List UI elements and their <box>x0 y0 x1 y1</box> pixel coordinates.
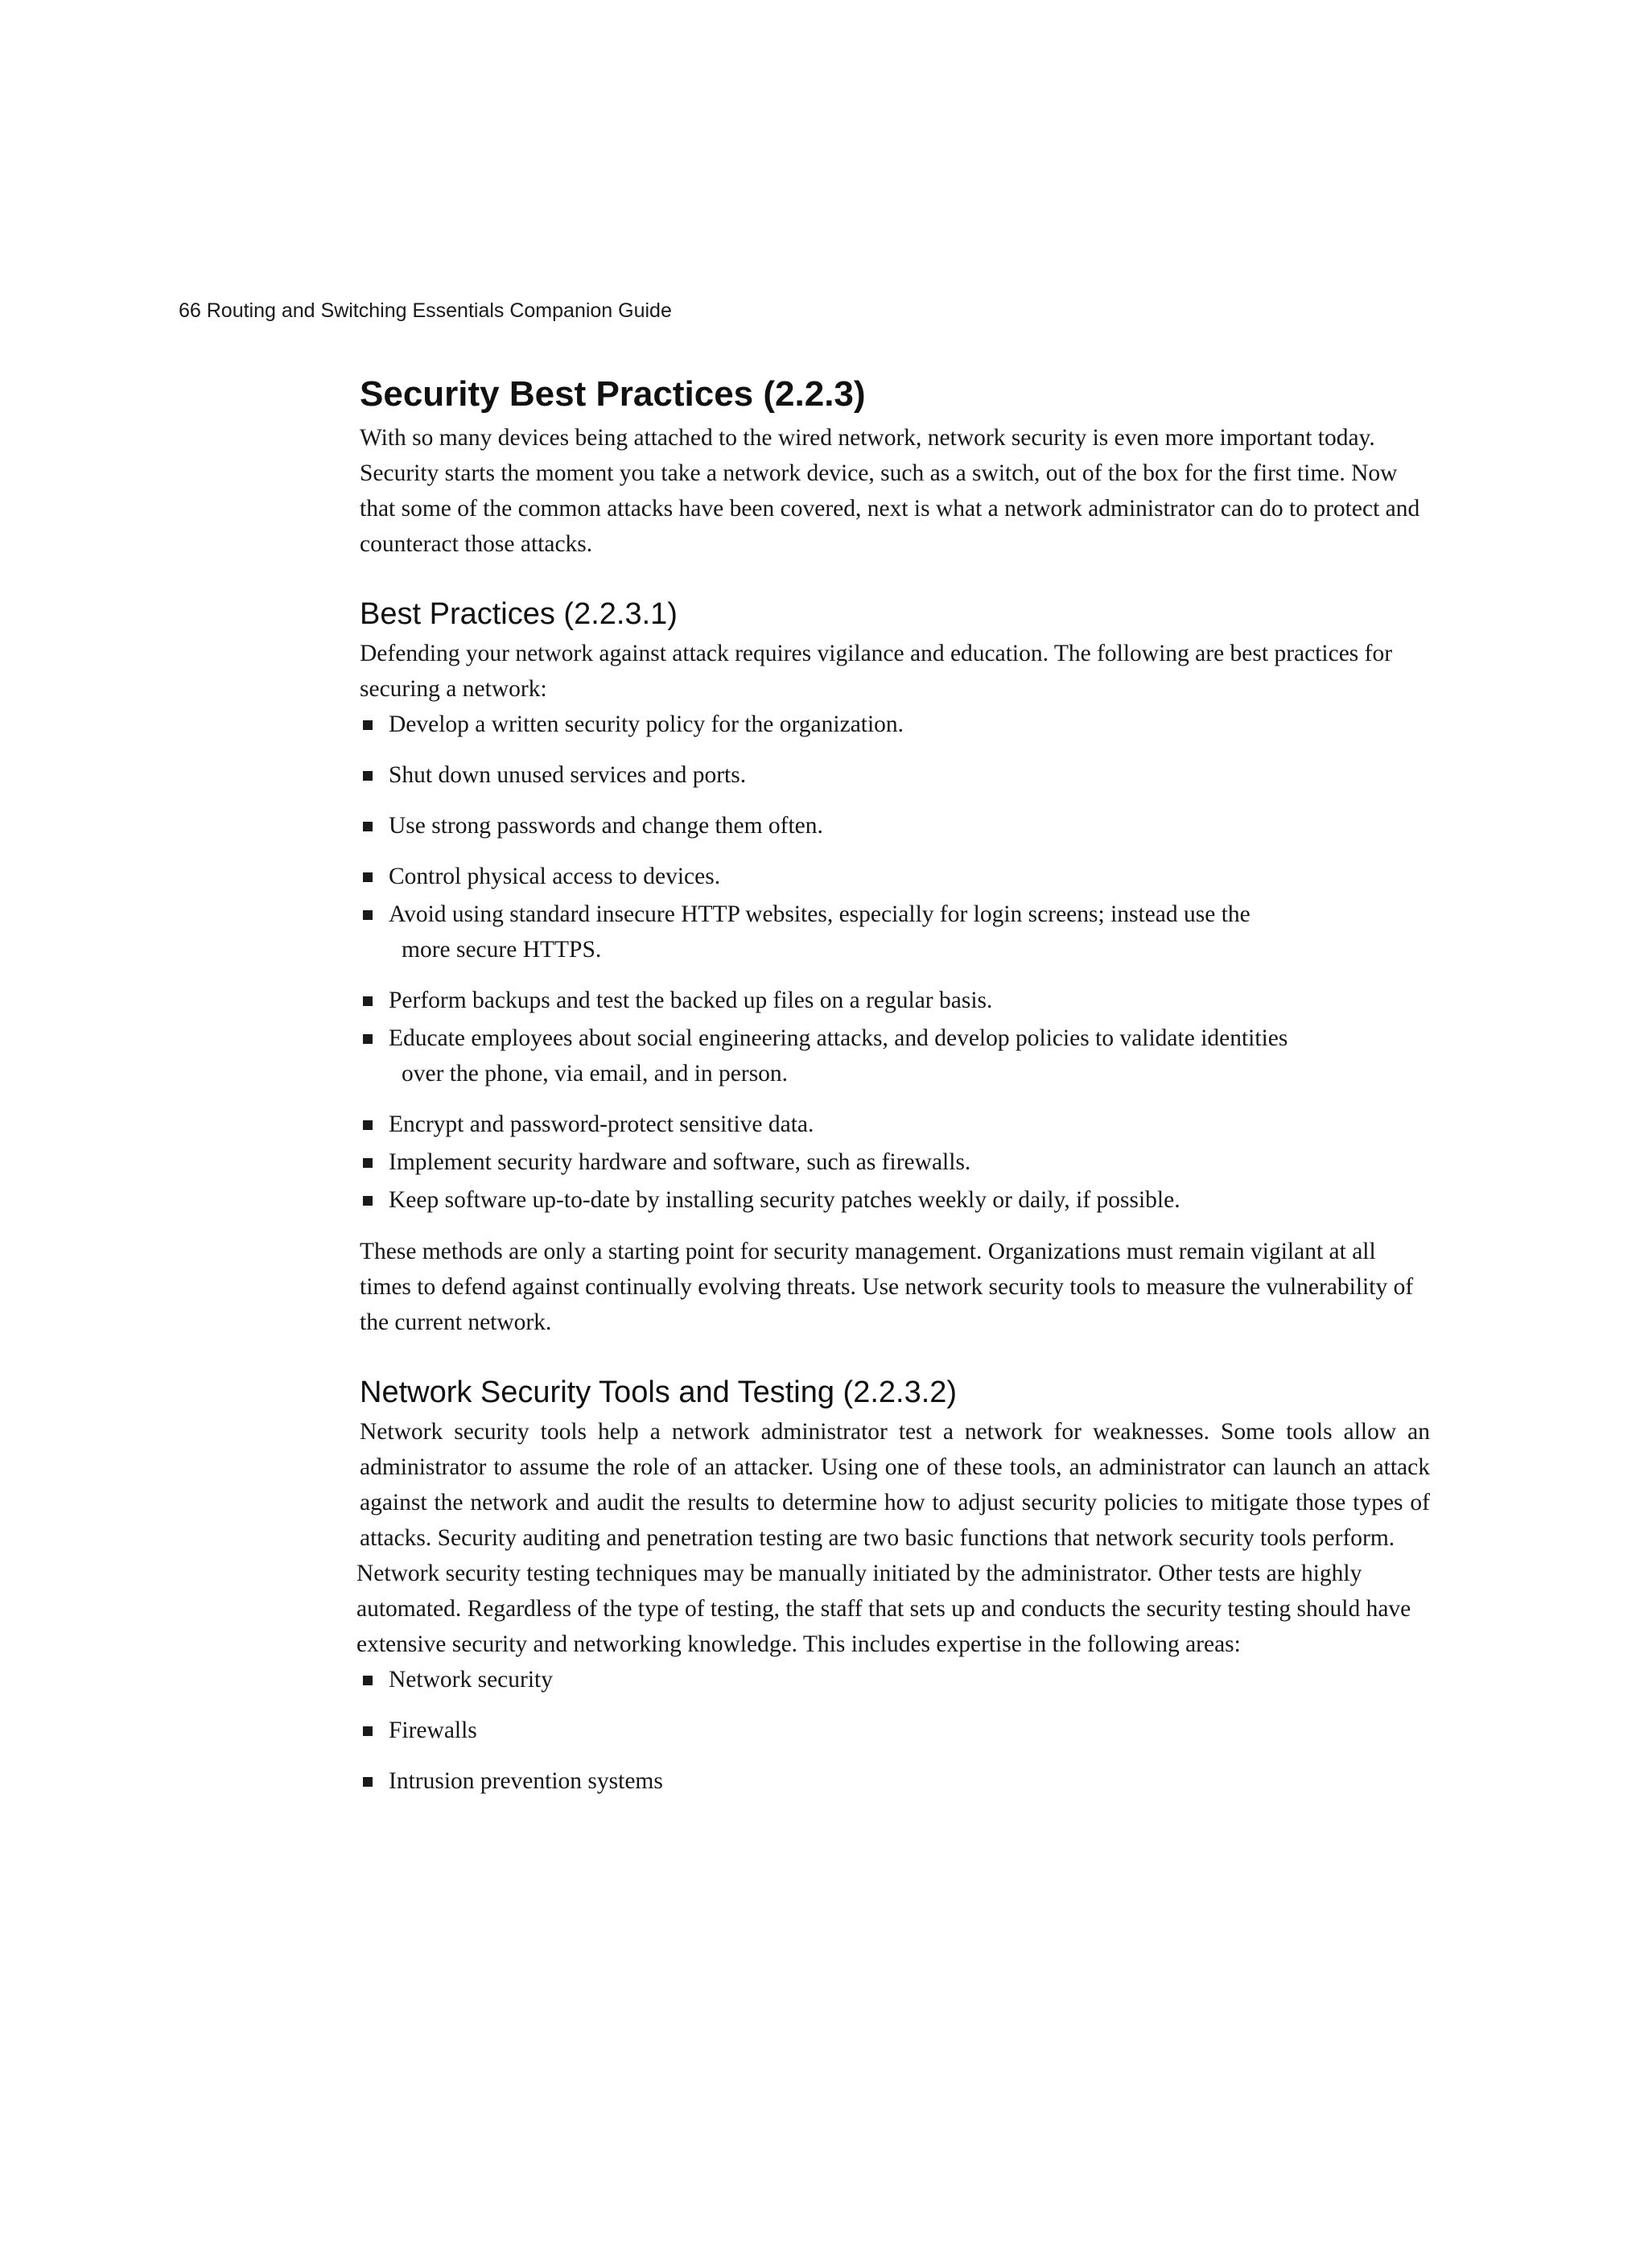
list-item: Perform backups and test the backed up files on a regular basis. <box>360 983 1430 1018</box>
best-practices-title: Best Practices (2.2.3.1) <box>360 597 678 631</box>
bullet-icon <box>363 1196 373 1206</box>
page-content <box>356 370 1430 1799</box>
bullet-icon <box>363 720 373 730</box>
bullet-icon <box>363 822 373 831</box>
list-item: Shut down unused services and ports. <box>360 757 1430 793</box>
list-item: Use strong passwords and change them often. <box>360 808 1430 843</box>
best-practices-list <box>360 707 1430 1218</box>
bullet-icon <box>363 771 373 781</box>
bullet-icon <box>363 1120 373 1130</box>
list-item: Keep software up-to-date by installing security patches weekly or daily, if possible. <box>360 1182 1430 1218</box>
bullet-icon <box>363 1676 373 1685</box>
list-item: Intrusion prevention systems <box>360 1763 1430 1799</box>
list-item: Develop a written security policy for the organization. <box>360 707 1430 742</box>
list-item: Firewalls <box>360 1713 1430 1748</box>
bullet-icon <box>363 910 373 920</box>
section-intro: With so many devices being attached to the wired network, network security is even more important today. Security starts the moment you take a network device, such as a switch, out of the box for the first time. Now that some of the common attacks have been covered, next is what a network administrator can do to protect and counteract those attacks. <box>360 425 1420 557</box>
bullet-icon <box>363 1034 373 1044</box>
best-practices-intro: Defending your network against attack requires vigilance and education. The following are best practices for securing a network: <box>360 641 1393 702</box>
list-item: Encrypt and password-protect sensitive data. <box>360 1107 1430 1142</box>
bullet-icon <box>363 1158 373 1168</box>
list-item: Implement security hardware and software, such as firewalls. <box>360 1144 1430 1180</box>
bullet-icon <box>363 1726 373 1736</box>
list-item: Control physical access to devices. <box>360 859 1430 894</box>
list-item: Network security <box>360 1662 1430 1697</box>
bullet-icon <box>363 1777 373 1787</box>
list-item: Avoid using standard insecure HTTP websites, especially for login screens; instead use the more secure HTTPS. <box>360 897 1430 967</box>
section-title: Security Best Practices (2.2.3) <box>360 374 866 414</box>
bullet-icon <box>363 996 373 1006</box>
tools-testing-para-2: Network security testing techniques may be manually initiated by the administrator. Other tests are highly automated. Regardless of the type of testing, the staff that sets up and conducts the security testing should have extensive security and networking knowledge. This includes expertise in the following areas: <box>356 1561 1411 1657</box>
list-item: Educate employees about social engineering attacks, and develop policies to validate identities over the phone, via email, and in person. <box>360 1021 1430 1091</box>
expertise-list <box>360 1662 1430 1799</box>
tools-testing-para-1: Network security tools help a network administrator test a network for weaknesses. Some tools allow an administrator to assume the role of an attacker. Using one of these tools, an administrator can launch an attack against the network and audit the results to determine how to adjust security policies to mitigate those types of attacks. Security auditing and penetration testing are two basic functions that network security tools perform. <box>360 1419 1430 1551</box>
running-head: 66 Routing and Switching Essentials Companion Guide <box>179 299 672 322</box>
best-practices-closing: These methods are only a starting point for security management. Organizations must remain vigilant at all times to defend against continually evolving threats. Use network security tools to measure the vulnerability of the current network. <box>360 1239 1414 1335</box>
tools-testing-title: Network Security Tools and Testing (2.2.3.2) <box>360 1375 958 1409</box>
bullet-icon <box>363 872 373 882</box>
